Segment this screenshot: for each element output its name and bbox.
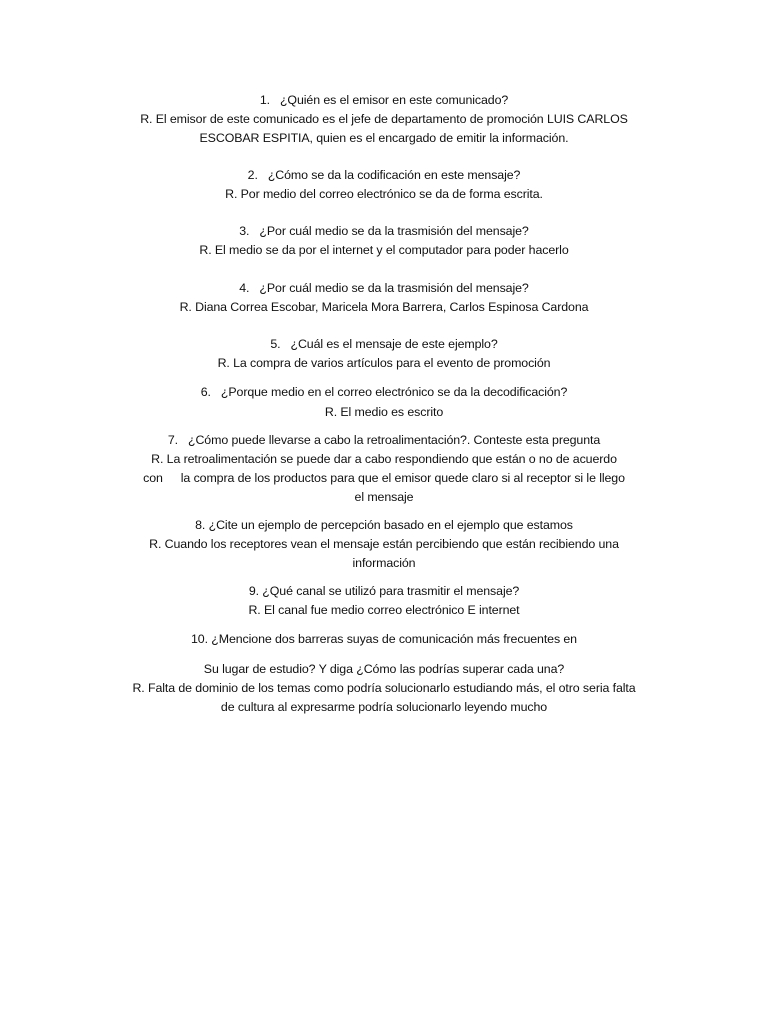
answer-10-line-2: de cultura al expresarme podría solucionarlo leyendo mucho (220, 700, 548, 714)
answer-7-line-2-word: con (143, 471, 163, 485)
question-7-number: 7. (167, 433, 178, 447)
question-4-text: ¿Por cuál medio se da la trasmisión del mensaje? (259, 281, 529, 295)
question-1-number: 1. (259, 93, 270, 107)
question-2 (0, 166, 768, 185)
question-5-text: ¿Cuál es el mensaje de este ejemplo? (290, 337, 498, 351)
question-9: 9. ¿Qué canal se utilizó para trasmitir el mensaje? (248, 584, 520, 598)
answer-3: R. El medio se da por el internet y el computador para poder hacerlo (199, 243, 569, 257)
question-1-text: ¿Quién es el emisor en este comunicado? (279, 93, 509, 107)
answer-5: R. La compra de varios artículos para el evento de promoción (217, 356, 551, 370)
question-8: 8. ¿Cite un ejemplo de percepción basado en el ejemplo que estamos (195, 518, 573, 532)
question-3 (0, 222, 768, 241)
question-3-text: ¿Por cuál medio se da la trasmisión del mensaje? (259, 224, 529, 238)
answer-8-line-1: R. Cuando los receptores vean el mensaje están percibiendo que están recibiendo una (149, 537, 619, 551)
answer-8-line-2: información (352, 556, 416, 570)
answer-7-line-1: R. La retroalimentación se puede dar a cabo respondiendo que están o no de acuerdo (151, 452, 617, 466)
question-5 (0, 335, 768, 354)
question-7-text: ¿Cómo puede llevarse a cabo la retroalimentación?. Conteste esta pregunta (187, 433, 601, 447)
answer-2: R. Por medio del correo electrónico se da de forma escrita. (225, 187, 543, 201)
question-6 (0, 383, 768, 402)
answer-9: R. El canal fue medio correo electrónico E internet (248, 603, 520, 617)
answer-7-line-3: el mensaje (354, 490, 414, 504)
question-3-number: 3. (239, 224, 250, 238)
question-7 (0, 431, 768, 450)
question-10-line-1: 10. ¿Mencione dos barreras suyas de comunicación más frecuentes en (191, 632, 577, 646)
question-6-text: ¿Porque medio en el correo electrónico se da la decodificación? (220, 385, 568, 399)
question-4-number: 4. (239, 281, 250, 295)
answer-10-line-1: R. Falta de dominio de los temas como podría solucionarlo estudiando más, el otro seria falta (132, 681, 636, 695)
question-4 (0, 279, 768, 298)
question-2-number: 2. (247, 168, 258, 182)
question-2-text: ¿Cómo se da la codificación en este mensaje? (267, 168, 521, 182)
question-5-number: 5. (270, 337, 281, 351)
answer-6: R. El medio es escrito (324, 405, 444, 419)
answer-1-line-1: R. El emisor de este comunicado es el jefe de departamento de promoción LUIS CARLOS (140, 112, 628, 126)
answer-4: R. Diana Correa Escobar, Maricela Mora Barrera, Carlos Espinosa Cardona (179, 300, 589, 314)
question-1 (0, 91, 768, 110)
answer-7-line-2-rest: la compra de los productos para que el emisor quede claro si al receptor si le llego (180, 471, 625, 485)
question-10-line-2: Su lugar de estudio? Y diga ¿Cómo las podrías superar cada una? (203, 662, 565, 676)
answer-7-line-2 (0, 469, 768, 488)
answer-1-line-2: ESCOBAR ESPITIA, quien es el encargado de emitir la información. (199, 131, 569, 145)
question-6-number: 6. (200, 385, 211, 399)
